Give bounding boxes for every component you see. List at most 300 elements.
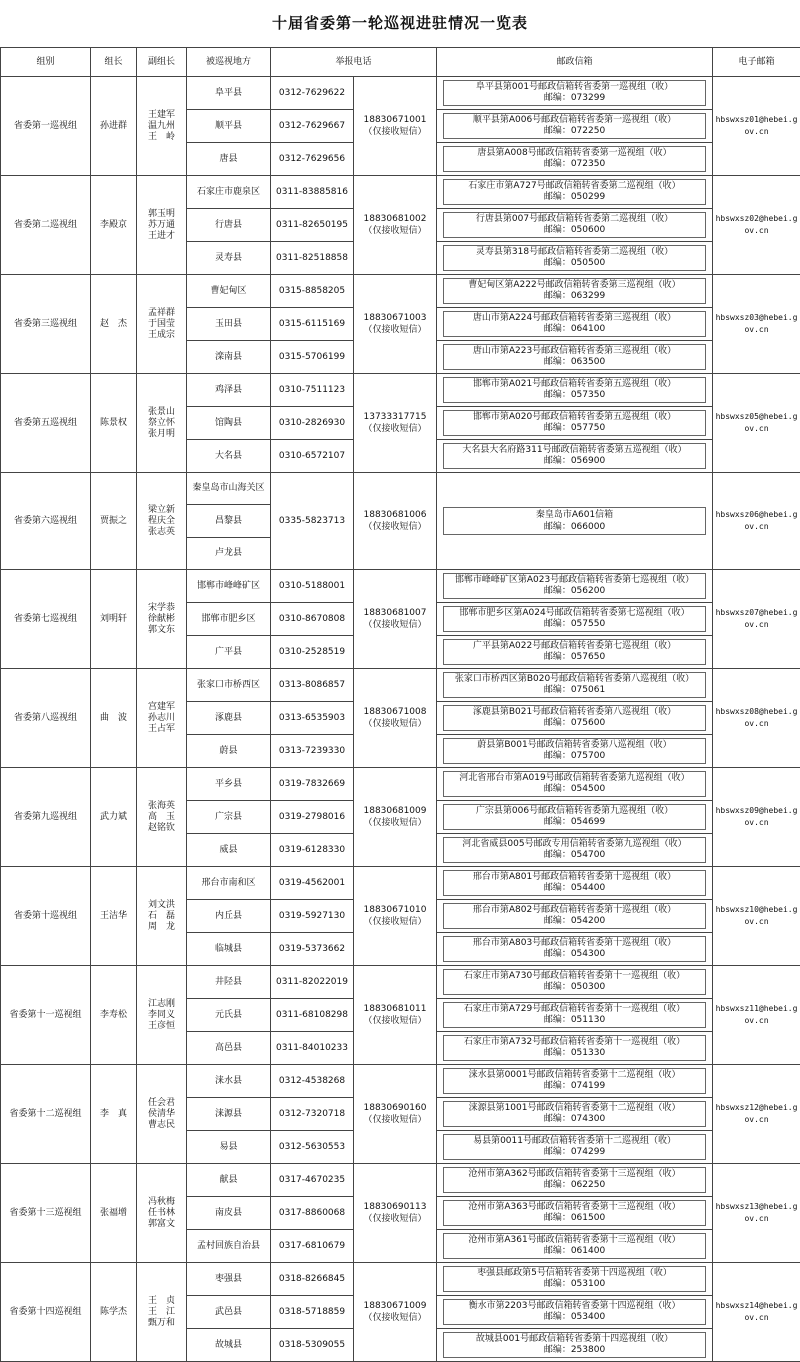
table-row [1,1263,800,1296]
phone-cell [271,374,354,407]
leader-cell-text: 刘明轩 [100,614,127,624]
place-cell [187,275,271,308]
phone-cell [271,1263,354,1296]
phone-cell-text: 0312-4538268 [279,1076,345,1086]
deputies-cell-text: 刘文洪 石 磊 周 龙 [137,900,186,933]
phone-cell-text: 0319-5373662 [279,944,345,954]
mailbox-cell [437,768,713,801]
email-cell-text: hbswxsz10@hebei.gov.cn [716,905,798,926]
place-cell-text: 孟村回族自治县 [197,1241,260,1251]
place-cell-text: 武邑县 [215,1307,242,1317]
place-cell [187,570,271,603]
leader-cell-text: 赵 杰 [100,319,127,329]
mailbox-cell [437,1329,713,1362]
deputies-cell-text: 孟祥群 于国莹 王成宗 [137,308,186,341]
phone-cell-text: 0311-82650195 [276,220,348,230]
phone-cell [271,735,354,768]
hotline-cell [354,768,437,867]
place-cell [187,900,271,933]
mailbox-cell-text: 行唐县第007号邮政信箱转省委第二巡视组（收） 邮编：050600 [443,212,706,238]
hotline-cell [354,669,437,768]
mailbox-cell [437,1263,713,1296]
mailbox-cell-text: 河北省邢台市第A019号邮政信箱转省委第九巡视组（收） 邮编：054500 [443,771,706,797]
email-cell [713,966,800,1065]
mailbox-cell-text: 邢台市第A803号邮政信箱转省委第十巡视组（收） 邮编：054300 [443,936,706,962]
leader-cell-text: 李寿松 [100,1010,127,1020]
leader-cell [91,1164,137,1263]
place-cell [187,1296,271,1329]
hotline-cell [354,570,437,669]
place-cell-text: 鸡泽县 [215,385,242,395]
mailbox-cell [437,1230,713,1263]
leader-cell-text: 曲 波 [100,713,127,723]
leader-cell [91,176,137,275]
email-cell [713,374,800,473]
mailbox-cell [437,341,713,374]
mailbox-cell [437,966,713,999]
phone-cell-text: 0311-68108298 [276,1010,348,1020]
mailbox-cell [437,242,713,275]
hotline-cell-text: 13733317715 （仅接收短信） [364,412,427,434]
deputies-cell-text: 郭玉明 苏万通 王进才 [137,209,186,242]
hotline-cell [354,473,437,570]
header-deputy: 副组长 [137,48,187,77]
hotline-cell [354,176,437,275]
place-cell [187,242,271,275]
group-name-cell [1,1263,91,1362]
place-cell-text: 灵寿县 [215,253,242,263]
place-cell [187,1230,271,1263]
mailbox-cell [437,834,713,867]
leader-cell-text: 陈学杰 [100,1307,127,1317]
email-cell-text: hbswxsz06@hebei.gov.cn [716,510,798,531]
phone-cell-text: 0310-6572107 [279,451,345,461]
leader-cell [91,867,137,966]
header-place: 被巡视地方 [187,48,271,77]
place-cell [187,440,271,473]
place-cell [187,1329,271,1362]
mailbox-cell [437,933,713,966]
phone-cell-text: 0310-5188001 [279,581,345,591]
phone-cell-text: 0317-8860068 [279,1208,345,1218]
place-cell [187,110,271,143]
place-cell-text: 唐县 [219,154,237,164]
email-cell-text: hbswxsz03@hebei.gov.cn [716,313,798,334]
place-cell-text: 秦皇岛市山海关区 [192,483,264,493]
mailbox-cell-text: 邢台市第A802号邮政信箱转省委第十巡视组（收） 邮编：054200 [443,903,706,929]
place-cell-text: 高邑县 [215,1043,242,1053]
hotline-cell [354,374,437,473]
mailbox-cell-text: 石家庄市第A727号邮政信箱转省委第二巡视组（收） 邮编：050299 [443,179,706,205]
phone-cell [271,1131,354,1164]
phone-cell [271,341,354,374]
phone-cell-text: 0319-6128330 [279,845,345,855]
hotline-cell-text: 18830681009 （仅接收短信） [364,806,427,828]
phone-cell [271,1230,354,1263]
phone-cell [271,603,354,636]
email-cell-text: hbswxsz07@hebei.gov.cn [716,608,798,629]
hotline-cell-text: 18830690160 （仅接收短信） [364,1103,427,1125]
place-cell [187,209,271,242]
deputies-cell [137,1065,187,1164]
place-cell [187,374,271,407]
phone-cell [271,801,354,834]
mailbox-cell-text: 易县第0011号邮政信箱转省委第十二巡视组（收） 邮编：074299 [443,1134,706,1160]
place-cell-text: 邯郸市肥乡区 [201,614,255,624]
phone-cell-text: 0318-5718859 [279,1307,345,1317]
group-name-cell-text: 省委第十巡视组 [14,911,77,921]
group-name-cell-text: 省委第二巡视组 [14,220,77,230]
deputies-cell-text: 冯秋梅 任书林 郭富文 [137,1197,186,1230]
phone-cell [271,933,354,966]
leader-cell [91,1263,137,1362]
place-cell [187,735,271,768]
mailbox-cell-text: 枣强县邮政第5号信箱转省委第十四巡视组（收） 邮编：053100 [443,1266,706,1292]
email-cell [713,176,800,275]
table-header-row [1,48,800,77]
mailbox-cell-text: 邯郸市第A020号邮政信箱转省委第五巡视组（收） 邮编：057750 [443,410,706,436]
header-mailbox: 邮政信箱 [437,48,713,77]
mailbox-cell-text: 唐山市第A224号邮政信箱转省委第三巡视组（收） 邮编：064100 [443,311,706,337]
hotline-cell [354,966,437,1065]
place-cell-text: 井陉县 [215,977,242,987]
mailbox-cell-text: 河北省威县005号邮政专用信箱转省委第九巡视组（收） 邮编：054700 [443,837,706,863]
place-cell [187,407,271,440]
table-row [1,473,800,505]
mailbox-cell-text: 石家庄市第A732号邮政信箱转省委第十一巡视组（收） 邮编：051330 [443,1035,706,1061]
place-cell [187,636,271,669]
phone-cell-text: 0317-6810679 [279,1241,345,1251]
deputies-cell [137,867,187,966]
mailbox-cell [437,407,713,440]
place-cell [187,341,271,374]
mailbox-cell-text: 邢台市第A801号邮政信箱转省委第十巡视组（收） 邮编：054400 [443,870,706,896]
phone-cell-text: 0315-5706199 [279,352,345,362]
deputies-cell-text: 王 贞 王 江 甄万和 [137,1296,186,1329]
place-cell-text: 故城县 [215,1340,242,1350]
mailbox-cell-text: 唐山市第A223号邮政信箱转省委第三巡视组（收） 邮编：063500 [443,344,706,370]
place-cell-text: 曹妃甸区 [210,286,246,296]
deputies-cell [137,176,187,275]
email-cell [713,77,800,176]
place-cell-text: 献县 [219,1175,237,1185]
group-name-cell [1,669,91,768]
mailbox-cell [437,669,713,702]
phone-cell-text: 0318-8266845 [279,1274,345,1284]
place-cell [187,77,271,110]
leader-cell [91,275,137,374]
place-cell [187,1263,271,1296]
place-cell-text: 南皮县 [215,1208,242,1218]
hotline-cell [354,1065,437,1164]
phone-cell [271,1197,354,1230]
place-cell-text: 涿鹿县 [215,713,242,723]
header-email: 电子邮箱 [713,48,800,77]
deputies-cell [137,768,187,867]
place-cell-text: 枣强县 [215,1274,242,1284]
phone-cell [271,143,354,176]
mailbox-cell-text: 唐县第A008号邮政信箱转省委第一巡视组（收） 邮编：072350 [443,146,706,172]
table-row [1,1065,800,1098]
table-row [1,768,800,801]
leader-cell-text: 张福增 [100,1208,127,1218]
leader-cell [91,77,137,176]
phone-cell [271,176,354,209]
group-name-cell-text: 省委第一巡视组 [14,121,77,131]
place-cell-text: 滦南县 [215,352,242,362]
phone-cell [271,999,354,1032]
phone-cell [271,1098,354,1131]
table-row [1,176,800,209]
mailbox-cell [437,603,713,636]
place-cell [187,768,271,801]
phone-cell-text: 0312-7629667 [279,121,345,131]
group-name-cell [1,768,91,867]
deputies-cell [137,275,187,374]
mailbox-cell-text: 涞水县第0001号邮政信箱转省委第十二巡视组（收） 邮编：074199 [443,1068,706,1094]
header-phone: 举报电话 [271,48,437,77]
mailbox-cell [437,1065,713,1098]
phone-cell-text: 0313-7239330 [279,746,345,756]
place-cell-text: 邢台市南和区 [201,878,255,888]
email-cell [713,473,800,570]
phone-cell [271,867,354,900]
deputies-cell-text: 宫建军 孙志川 王占军 [137,702,186,735]
group-name-cell [1,374,91,473]
place-cell [187,538,271,570]
email-cell-text: hbswxsz05@hebei.gov.cn [716,412,798,433]
table-body [1,77,800,1362]
place-cell-text: 元氏县 [215,1010,242,1020]
leader-cell-text: 武力斌 [100,812,127,822]
header-leader: 组长 [91,48,137,77]
mailbox-cell-text: 曹妃甸区第A222号邮政信箱转省委第三巡视组（收） 邮编：063299 [443,278,706,304]
deputies-cell-text: 江志刚 李同义 王彦恒 [137,999,186,1032]
deputies-cell [137,77,187,176]
place-cell-text: 平乡县 [215,779,242,789]
phone-cell-text: 0319-7832669 [279,779,345,789]
mailbox-cell [437,176,713,209]
hotline-cell-text: 18830671001 （仅接收短信） [364,115,427,137]
email-cell-text: hbswxsz14@hebei.gov.cn [716,1301,798,1322]
mailbox-cell-text: 石家庄市第A730号邮政信箱转省委第十一巡视组（收） 邮编：050300 [443,969,706,995]
leader-cell [91,669,137,768]
hotline-cell-text: 18830681006 （仅接收短信） [364,510,427,532]
mailbox-cell [437,473,713,570]
place-cell [187,1131,271,1164]
leader-cell [91,570,137,669]
mailbox-cell [437,999,713,1032]
email-cell-text: hbswxsz02@hebei.gov.cn [716,214,798,235]
mailbox-cell-text: 灵寿县第318号邮政信箱转省委第二巡视组（收） 邮编：050500 [443,245,706,271]
place-cell [187,1197,271,1230]
phone-cell-text: 0310-7511123 [279,385,345,395]
group-name-cell [1,867,91,966]
mailbox-cell [437,801,713,834]
place-cell [187,505,271,538]
group-name-cell-text: 省委第七巡视组 [14,614,77,624]
leader-cell-text: 贾振之 [100,516,127,526]
place-cell [187,473,271,505]
phone-cell-text: 0311-82518858 [276,253,348,263]
mailbox-cell [437,275,713,308]
place-cell [187,603,271,636]
mailbox-cell-text: 张家口市桥西区第B020号邮政信箱转省委第八巡视组（收） 邮编：075061 [443,672,706,698]
mailbox-cell-text: 涞源县第1001号邮政信箱转省委第十二巡视组（收） 邮编：074300 [443,1101,706,1127]
mailbox-cell [437,735,713,768]
header-group: 组别 [1,48,91,77]
mailbox-cell-text: 邯郸市肥乡区第A024号邮政信箱转省委第七巡视组（收） 邮编：057550 [443,606,706,632]
phone-cell [271,570,354,603]
deputies-cell-text: 任会君 侯清华 曹志民 [137,1098,186,1131]
mailbox-cell [437,143,713,176]
deputies-cell-text: 张海英 高 玉 赵铭钦 [137,801,186,834]
place-cell-text: 大名县 [215,451,242,461]
deputies-cell [137,473,187,570]
place-cell [187,143,271,176]
place-cell [187,176,271,209]
place-cell [187,834,271,867]
hotline-cell [354,275,437,374]
deputies-cell-text: 宋学恭 徐献彬 郭文东 [137,603,186,636]
phone-cell-text: 0312-5630553 [279,1142,345,1152]
deputies-cell-text: 梁立新 程庆全 张志英 [137,505,186,538]
place-cell-text: 馆陶县 [215,418,242,428]
phone-cell [271,242,354,275]
hotline-cell [354,77,437,176]
place-cell-text: 石家庄市鹿泉区 [197,187,260,197]
leader-cell [91,768,137,867]
place-cell-text: 临城县 [215,944,242,954]
mailbox-cell-text: 涿鹿县第B021号邮政信箱转省委第八巡视组（收） 邮编：075600 [443,705,706,731]
mailbox-cell [437,702,713,735]
mailbox-cell-text: 石家庄市第A729号邮政信箱转省委第十一巡视组（收） 邮编：051130 [443,1002,706,1028]
phone-cell-text: 0313-8086857 [279,680,345,690]
group-name-cell [1,1164,91,1263]
table-row [1,669,800,702]
deputies-cell-text: 王建军 温九州 王 岭 [137,110,186,143]
mailbox-cell-text: 邯郸市第A021号邮政信箱转省委第五巡视组（收） 邮编：057350 [443,377,706,403]
phone-cell-text: 0312-7320718 [279,1109,345,1119]
hotline-cell-text: 18830690113 （仅接收短信） [364,1202,427,1224]
place-cell-text: 阜平县 [215,88,242,98]
leader-cell-text: 李殿京 [100,220,127,230]
phone-cell [271,1065,354,1098]
phone-cell-text: 0315-8858205 [279,286,345,296]
phone-cell [271,308,354,341]
deputies-cell [137,570,187,669]
place-cell-text: 广平县 [215,647,242,657]
phone-cell [271,702,354,735]
table-row [1,966,800,999]
place-cell-text: 邯郸市峰峰矿区 [197,581,260,591]
email-cell-text: hbswxsz01@hebei.gov.cn [716,115,798,136]
phone-cell-text: 0310-8670808 [279,614,345,624]
place-cell [187,1164,271,1197]
group-name-cell-text: 省委第五巡视组 [14,418,77,428]
mailbox-cell [437,867,713,900]
table-row [1,77,800,110]
email-cell [713,1065,800,1164]
mailbox-cell [437,374,713,407]
hotline-cell-text: 18830681007 （仅接收短信） [364,608,427,630]
mailbox-cell [437,209,713,242]
mailbox-cell [437,110,713,143]
leader-cell [91,966,137,1065]
phone-cell-text: 0319-5927130 [279,911,345,921]
group-name-cell-text: 省委第九巡视组 [14,812,77,822]
place-cell-text: 行唐县 [215,220,242,230]
place-cell-text: 张家口市桥西区 [197,680,260,690]
hotline-cell-text: 18830671009 （仅接收短信） [364,1301,427,1323]
hotline-cell-text: 18830671003 （仅接收短信） [364,313,427,335]
group-name-cell-text: 省委第十二巡视组 [9,1109,81,1119]
mailbox-cell-text: 秦皇岛市A601信箱 邮编：066000 [443,507,706,535]
place-cell [187,801,271,834]
phone-cell-text: 0310-2528519 [279,647,345,657]
mailbox-cell-text: 大名县大名府路311号邮政信箱转省委第五巡视组（收） 邮编：056900 [443,443,706,469]
place-cell-text: 广宗县 [215,812,242,822]
phone-cell-text: 0311-82022019 [276,977,348,987]
email-cell [713,1263,800,1362]
phone-cell [271,834,354,867]
phone-cell [271,966,354,999]
phone-cell [271,669,354,702]
table-row [1,275,800,308]
mailbox-cell [437,1032,713,1065]
place-cell-text: 威县 [219,845,237,855]
inspection-table [0,47,800,1362]
mailbox-cell-text: 沧州市第A361号邮政信箱转省委第十三巡视组（收） 邮编：061400 [443,1233,706,1259]
email-cell [713,570,800,669]
place-cell [187,1098,271,1131]
email-cell-text: hbswxsz13@hebei.gov.cn [716,1202,798,1223]
place-cell [187,933,271,966]
place-cell-text: 卢龙县 [215,548,242,558]
deputies-cell-text: 张景山 祭立怀 张月明 [137,407,186,440]
phone-cell [271,1032,354,1065]
group-name-cell [1,1065,91,1164]
mailbox-cell-text: 顺平县第A006号邮政信箱转省委第一巡视组（收） 邮编：072250 [443,113,706,139]
group-name-cell [1,570,91,669]
hotline-cell-text: 18830671010 （仅接收短信） [364,905,427,927]
mailbox-cell-text: 故城县001号邮政信箱转省委第十四巡视组（收） 邮编：253800 [443,1332,706,1358]
place-cell [187,669,271,702]
mailbox-cell [437,900,713,933]
place-cell-text: 涞源县 [215,1109,242,1119]
deputies-cell [137,669,187,768]
mailbox-cell [437,77,713,110]
phone-cell-text: 0319-4562001 [279,878,345,888]
mailbox-cell-text: 广平县第A022号邮政信箱转省委第七巡视组（收） 邮编：057650 [443,639,706,665]
leader-cell [91,1065,137,1164]
place-cell [187,966,271,999]
leader-cell-text: 孙进群 [100,121,127,131]
place-cell [187,1032,271,1065]
mailbox-cell [437,1098,713,1131]
hotline-cell [354,1164,437,1263]
phone-cell [271,1329,354,1362]
phone-cell [271,209,354,242]
place-cell-text: 玉田县 [215,319,242,329]
phone-cell [271,1296,354,1329]
phone-cell-text: 0311-83885816 [276,187,348,197]
group-name-cell [1,473,91,570]
group-name-cell [1,275,91,374]
place-cell [187,702,271,735]
group-name-cell-text: 省委第十四巡视组 [9,1307,81,1317]
place-cell-text: 顺平县 [215,121,242,131]
